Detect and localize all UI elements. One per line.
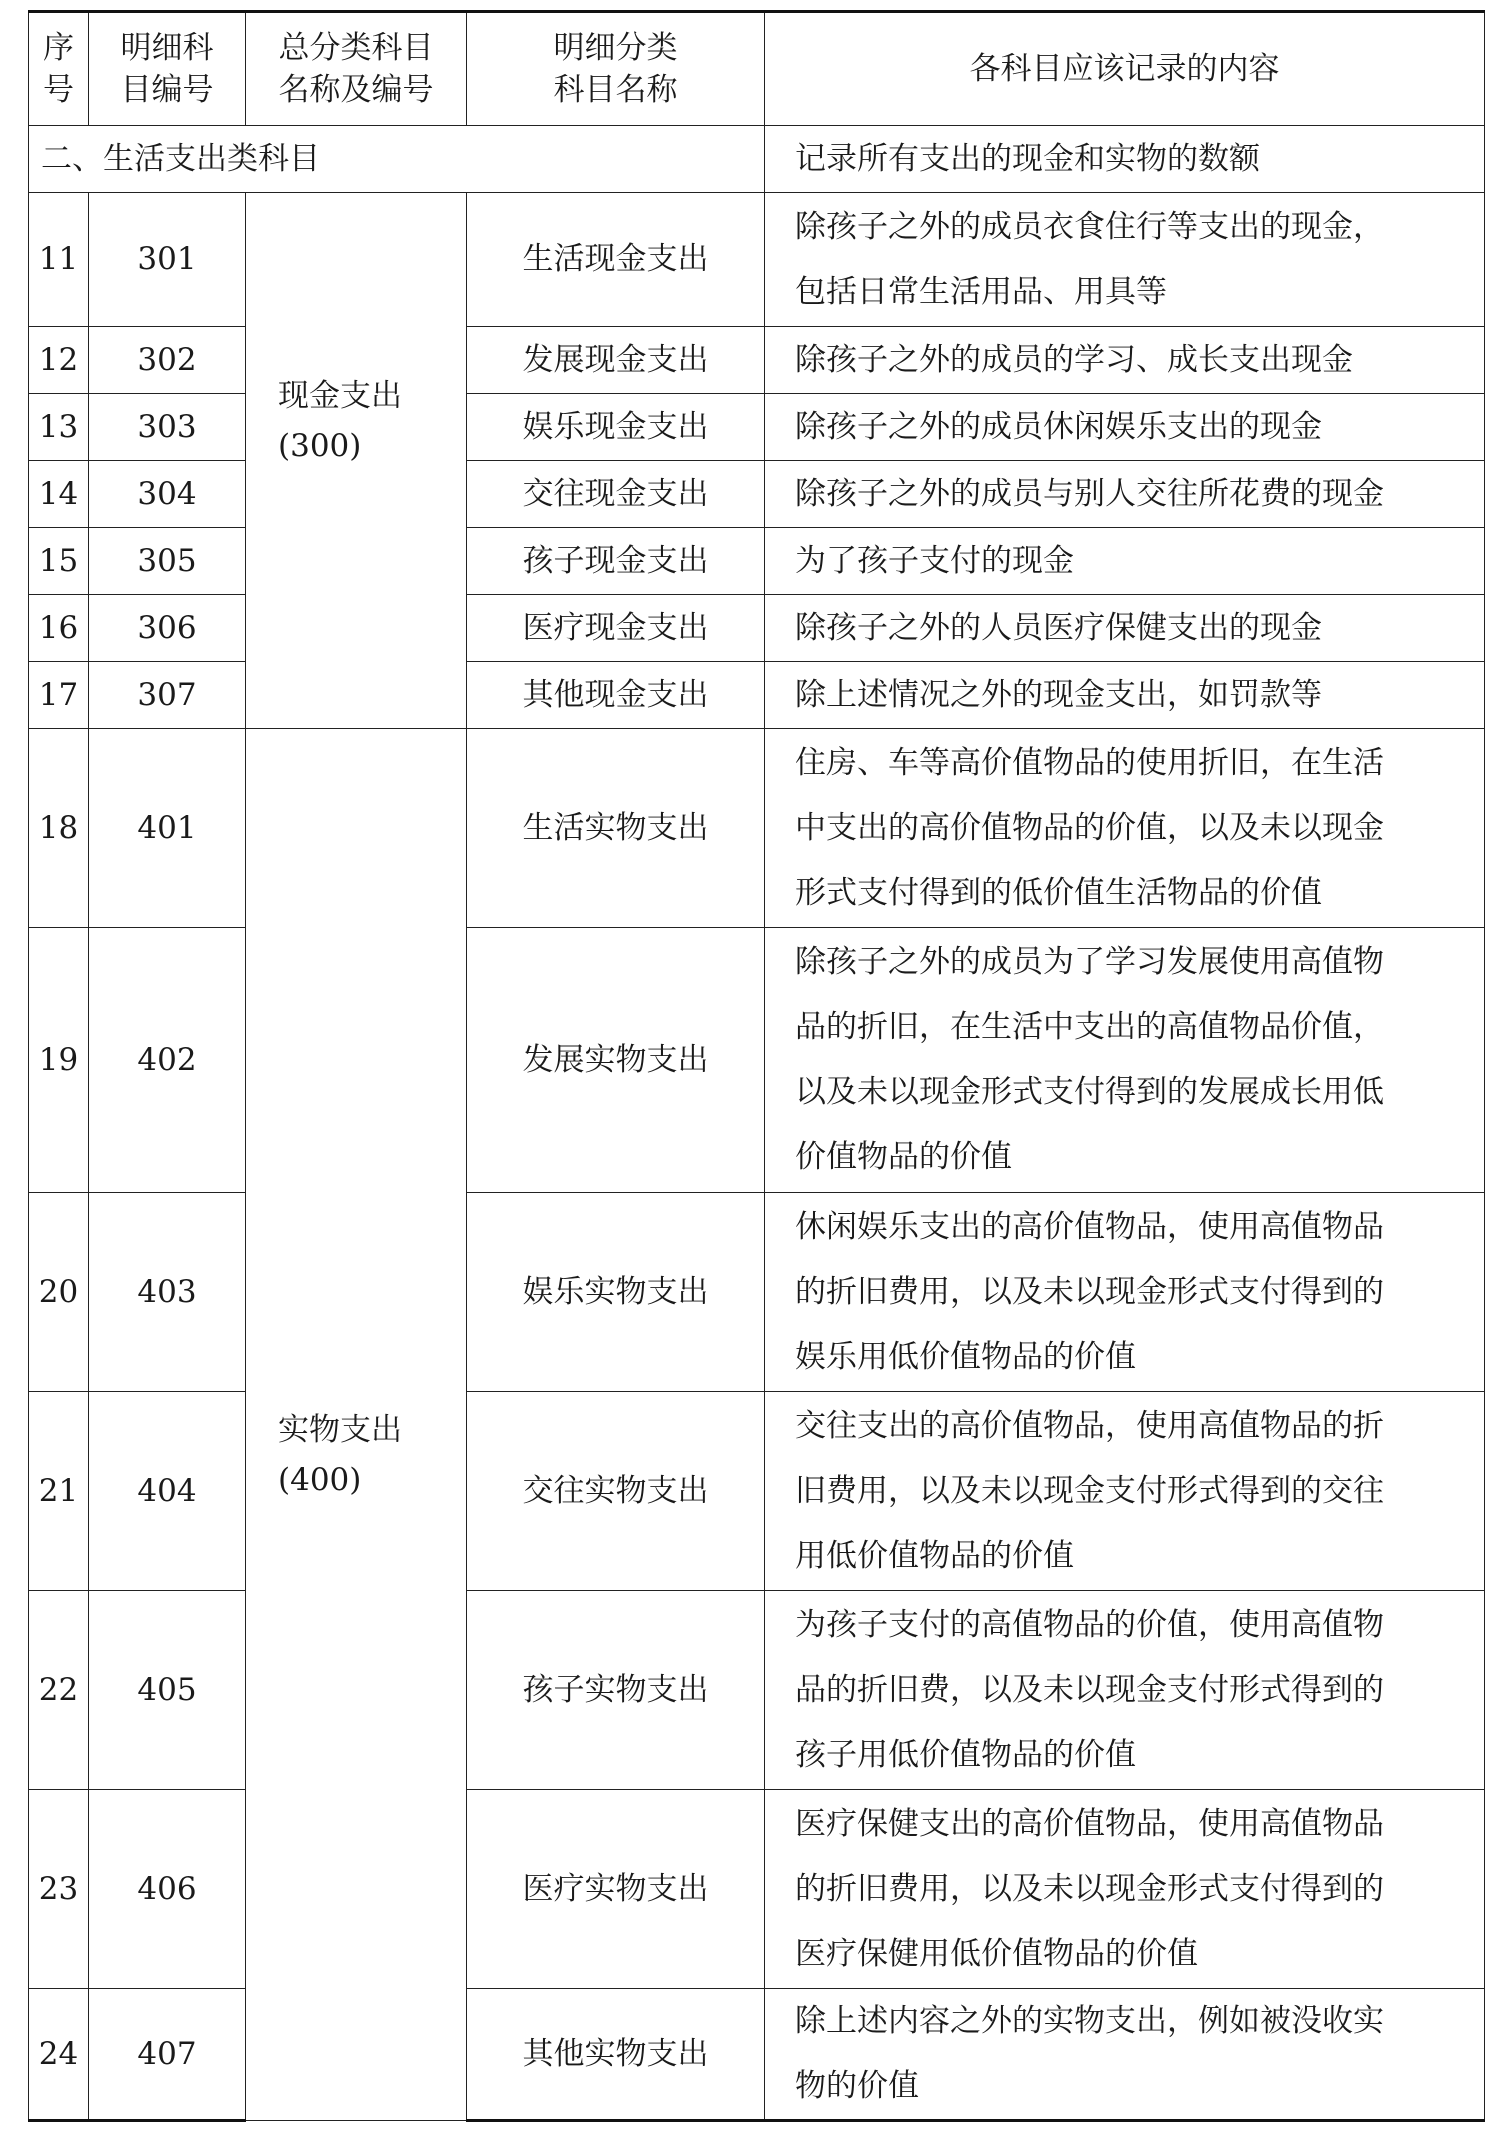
category-name: 实物支出 xyxy=(278,1411,402,1448)
row-code: 302 xyxy=(89,327,246,394)
header-description: 各科目应该记录的内容 xyxy=(765,12,1485,126)
category-code: (300) xyxy=(278,427,362,464)
row-seq: 15 xyxy=(29,528,89,595)
row-name: 医疗现金支出 xyxy=(467,595,765,662)
row-name: 娱乐实物支出 xyxy=(467,1193,765,1392)
row-description: 为了孩子支付的现金 xyxy=(765,528,1485,595)
row-name: 生活实物支出 xyxy=(467,729,765,928)
table-row xyxy=(29,193,1485,327)
header-category: 总分类科目 名称及编号 xyxy=(246,12,467,126)
row-description: 除上述情况之外的现金支出，如罚款等 xyxy=(765,662,1485,729)
row-description: 除孩子之外的成员的学习、成长支出现金 xyxy=(765,327,1485,394)
row-description: 为孩子支付的高值物品的价值，使用高值物 品的折旧费，以及未以现金支付形式得到的 孩子用低价值物品的价值 xyxy=(765,1591,1485,1790)
row-seq: 20 xyxy=(29,1193,89,1392)
row-name: 交往实物支出 xyxy=(467,1392,765,1591)
row-name: 孩子实物支出 xyxy=(467,1591,765,1790)
table-row xyxy=(29,729,1485,928)
row-code: 303 xyxy=(89,394,246,461)
row-seq: 24 xyxy=(29,1989,89,2121)
row-code: 305 xyxy=(89,528,246,595)
row-code: 406 xyxy=(89,1790,246,1989)
row-description: 除孩子之外的成员休闲娱乐支出的现金 xyxy=(765,394,1485,461)
row-description: 交往支出的高价值物品，使用高值物品的折 旧费用，以及未以现金支付形式得到的交往 用低价值物品的价值 xyxy=(765,1392,1485,1591)
row-code: 307 xyxy=(89,662,246,729)
category-name: 现金支出 xyxy=(278,377,402,414)
row-name: 发展现金支出 xyxy=(467,327,765,394)
row-name: 生活现金支出 xyxy=(467,193,765,327)
row-code: 304 xyxy=(89,461,246,528)
section-row xyxy=(29,126,1485,193)
row-seq: 13 xyxy=(29,394,89,461)
row-code: 403 xyxy=(89,1193,246,1392)
row-name: 发展实物支出 xyxy=(467,928,765,1193)
row-seq: 17 xyxy=(29,662,89,729)
row-seq: 16 xyxy=(29,595,89,662)
row-seq: 22 xyxy=(29,1591,89,1790)
row-name: 交往现金支出 xyxy=(467,461,765,528)
category-goods xyxy=(246,729,467,2121)
row-seq: 12 xyxy=(29,327,89,394)
row-seq: 11 xyxy=(29,193,89,327)
row-code: 404 xyxy=(89,1392,246,1591)
category-code: (400) xyxy=(278,1461,362,1498)
row-code: 402 xyxy=(89,928,246,1193)
row-code: 405 xyxy=(89,1591,246,1790)
row-name: 孩子现金支出 xyxy=(467,528,765,595)
section-title: 二、生活支出类科目 xyxy=(29,126,765,193)
row-description: 医疗保健支出的高价值物品，使用高值物品 的折旧费用，以及未以现金形式支付得到的 医疗保健用低价值物品的价值 xyxy=(765,1790,1485,1989)
row-seq: 23 xyxy=(29,1790,89,1989)
row-code: 301 xyxy=(89,193,246,327)
row-seq: 18 xyxy=(29,729,89,928)
row-name: 医疗实物支出 xyxy=(467,1790,765,1989)
header-seq: 序 号 xyxy=(29,12,89,126)
category-cash xyxy=(246,193,467,729)
expense-subjects-table xyxy=(28,10,1485,2122)
row-code: 401 xyxy=(89,729,246,928)
row-description: 住房、车等高价值物品的使用折旧，在生活 中支出的高价值物品的价值，以及未以现金 形式支付得到的低价值生活物品的价值 xyxy=(765,729,1485,928)
header-row xyxy=(29,12,1485,126)
row-name: 娱乐现金支出 xyxy=(467,394,765,461)
row-description: 除孩子之外的成员与别人交往所花费的现金 xyxy=(765,461,1485,528)
row-description: 除孩子之外的成员为了学习发展使用高值物 品的折旧，在生活中支出的高值物品价值， 以及未以现金形式支付得到的发展成长用低 价值物品的价值 xyxy=(765,928,1485,1193)
row-name: 其他现金支出 xyxy=(467,662,765,729)
row-description: 除上述内容之外的实物支出，例如被没收实 物的价值 xyxy=(765,1989,1485,2121)
row-seq: 21 xyxy=(29,1392,89,1591)
row-name: 其他实物支出 xyxy=(467,1989,765,2121)
row-seq: 19 xyxy=(29,928,89,1193)
header-detail-name: 明细分类 科目名称 xyxy=(467,12,765,126)
row-code: 407 xyxy=(89,1989,246,2121)
row-description: 除孩子之外的人员医疗保健支出的现金 xyxy=(765,595,1485,662)
row-description: 除孩子之外的成员衣食住行等支出的现金， 包括日常生活用品、用具等 xyxy=(765,193,1485,327)
row-code: 306 xyxy=(89,595,246,662)
section-description: 记录所有支出的现金和实物的数额 xyxy=(765,126,1485,193)
row-description: 休闲娱乐支出的高价值物品，使用高值物品 的折旧费用，以及未以现金形式支付得到的 娱乐用低价值物品的价值 xyxy=(765,1193,1485,1392)
row-seq: 14 xyxy=(29,461,89,528)
header-detail-code: 明细科 目编号 xyxy=(89,12,246,126)
